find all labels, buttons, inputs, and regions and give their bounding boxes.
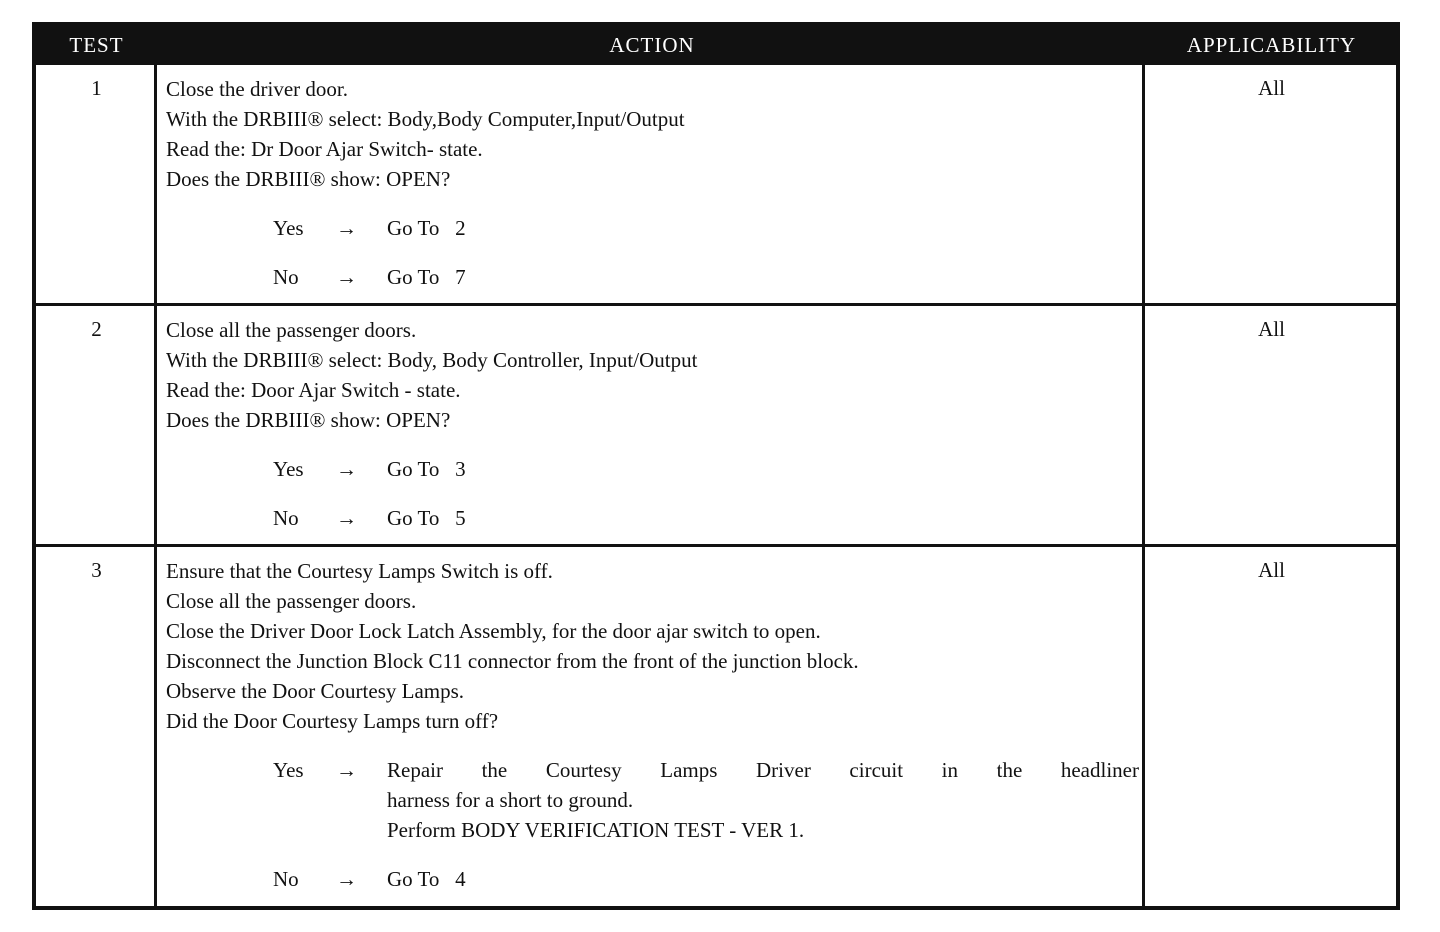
applicability-value: All bbox=[1258, 76, 1285, 100]
test-number: 3 bbox=[91, 558, 102, 582]
result-line: Repair the Courtesy Lamps Driver circuit in the headliner bbox=[387, 758, 1139, 782]
action-line: With the DRBIII® select: Body, Body Controller, Input/Output bbox=[166, 348, 698, 372]
action-line: Close the driver door. bbox=[166, 77, 348, 101]
header-applicability: APPLICABILITY bbox=[1186, 33, 1357, 57]
arrow-icon: → bbox=[336, 867, 357, 891]
result-line: harness for a short to ground. bbox=[387, 788, 634, 812]
column-divider bbox=[154, 65, 157, 910]
arrow-icon: → bbox=[336, 265, 357, 289]
applicability-value: All bbox=[1258, 558, 1285, 582]
yes-option bbox=[166, 213, 1141, 243]
result-text: Go To 4 bbox=[387, 867, 466, 891]
result-text: Go To 3 bbox=[387, 457, 466, 481]
answer-label: Yes bbox=[273, 457, 304, 481]
row-divider bbox=[36, 303, 1396, 306]
action-line: Close all the passenger doors. bbox=[166, 318, 417, 342]
header-action: ACTION bbox=[609, 33, 695, 57]
answer-label: No bbox=[273, 506, 299, 530]
action-line: Ensure that the Courtesy Lamps Switch is off. bbox=[166, 559, 553, 583]
result-text: Go To 5 bbox=[387, 506, 466, 530]
test-number: 1 bbox=[91, 76, 102, 100]
test-number: 2 bbox=[91, 317, 102, 341]
action-line: Does the DRBIII® show: OPEN? bbox=[166, 167, 451, 191]
action-line: Observe the Door Courtesy Lamps. bbox=[166, 679, 465, 703]
yes-option bbox=[166, 454, 1141, 484]
result-line: Perform BODY VERIFICATION TEST - VER 1. bbox=[387, 818, 805, 842]
action-line: Close all the passenger doors. bbox=[166, 589, 417, 613]
arrow-icon: → bbox=[336, 457, 357, 481]
column-divider bbox=[1142, 65, 1145, 910]
arrow-icon: → bbox=[336, 216, 357, 240]
arrow-icon: → bbox=[336, 506, 357, 530]
row-divider bbox=[36, 544, 1396, 547]
header-test: TEST bbox=[69, 33, 124, 57]
yes-option bbox=[166, 755, 1141, 845]
table-header bbox=[36, 26, 1396, 65]
action-line: With the DRBIII® select: Body,Body Computer,Input/Output bbox=[166, 107, 685, 131]
no-option bbox=[166, 503, 1141, 533]
no-option bbox=[166, 864, 1141, 894]
test-3-action bbox=[166, 556, 1141, 894]
answer-label: No bbox=[273, 867, 299, 891]
action-line: Read the: Dr Door Ajar Switch- state. bbox=[166, 137, 483, 161]
action-line: Close the Driver Door Lock Latch Assembly, for the door ajar switch to open. bbox=[166, 619, 821, 643]
applicability-value: All bbox=[1258, 317, 1285, 341]
result-text bbox=[387, 755, 1139, 845]
action-line: Did the Door Courtesy Lamps turn off? bbox=[166, 709, 499, 733]
answer-label: Yes bbox=[273, 758, 304, 782]
result-text: Go To 7 bbox=[387, 265, 466, 289]
test-1-action bbox=[166, 74, 1141, 292]
answer-label: Yes bbox=[273, 216, 304, 240]
action-line: Disconnect the Junction Block C11 connector from the front of the junction block. bbox=[166, 649, 859, 673]
action-line: Read the: Door Ajar Switch - state. bbox=[166, 378, 461, 402]
no-option bbox=[166, 262, 1141, 292]
diagnostic-test-table bbox=[32, 22, 1400, 910]
arrow-icon: → bbox=[336, 758, 357, 782]
answer-label: No bbox=[273, 265, 299, 289]
result-text: Go To 2 bbox=[387, 216, 466, 240]
action-line: Does the DRBIII® show: OPEN? bbox=[166, 408, 451, 432]
test-2-action bbox=[166, 315, 1141, 533]
